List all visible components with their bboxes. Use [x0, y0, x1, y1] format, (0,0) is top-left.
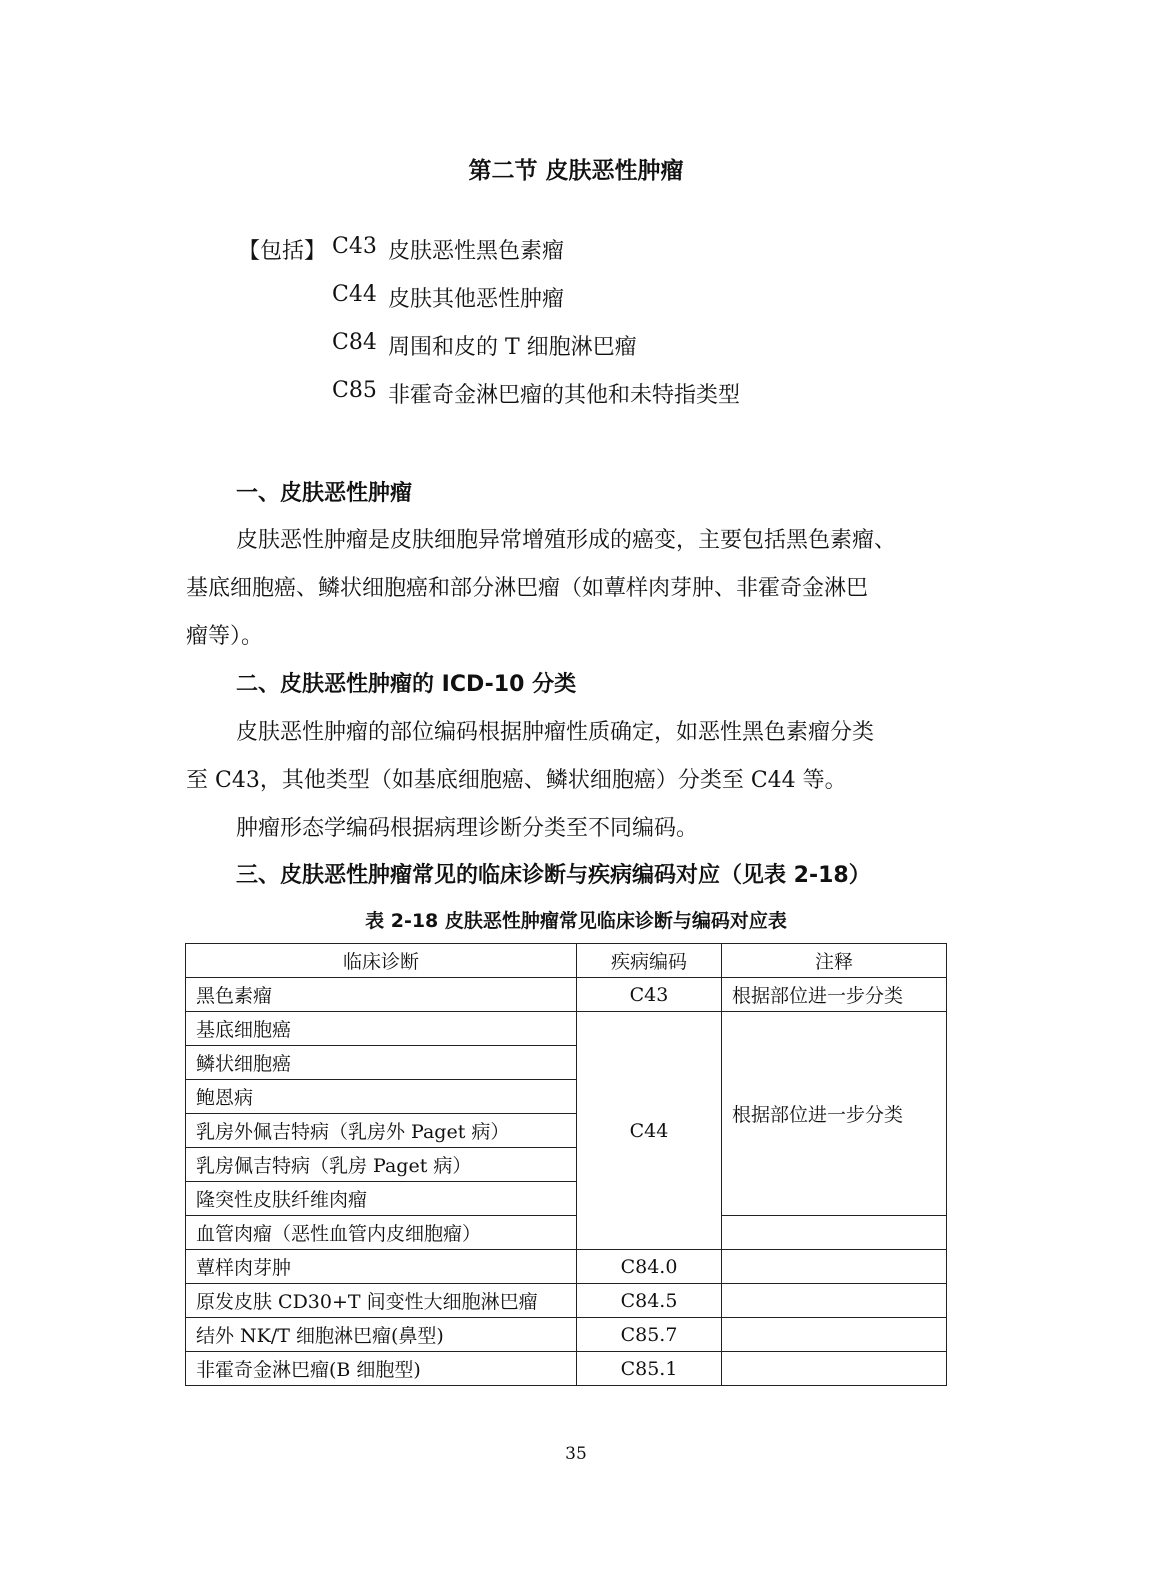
table-row — [186, 1352, 947, 1386]
section-heading: 三、皮肤恶性肿瘤常见的临床诊断与疾病编码对应（见表 2-18） — [236, 863, 871, 888]
diagnosis-cell: 鲍恩病 — [186, 1080, 577, 1114]
diagnosis-cell: 鳞状细胞癌 — [186, 1046, 577, 1080]
paragraph-line: 瘤等）。 — [186, 624, 264, 649]
diagnosis-code-table — [185, 943, 947, 1386]
section-title: 第二节 皮肤恶性肿瘤 — [468, 158, 684, 184]
include-name: 周围和皮的 T 细胞淋巴瘤 — [388, 335, 637, 360]
column-header: 注释 — [722, 944, 947, 978]
diagnosis-cell: 乳房佩吉特病（乳房 Paget 病） — [186, 1148, 577, 1182]
code-cell: C84.5 — [577, 1284, 722, 1318]
column-header: 疾病编码 — [577, 944, 722, 978]
include-name: 皮肤其他恶性肿瘤 — [388, 287, 565, 312]
diagnosis-cell: 原发皮肤 CD30+T 间变性大细胞淋巴瘤 — [186, 1284, 577, 1318]
paragraph-line: 皮肤恶性肿瘤的部位编码根据肿瘤性质确定，如恶性黑色素瘤分类 — [236, 720, 875, 745]
table-header-row — [186, 944, 947, 978]
note-cell — [722, 1250, 947, 1284]
note-cell: 根据部位进一步分类 — [722, 978, 947, 1012]
include-code: C85 — [332, 378, 377, 403]
diagnosis-cell: 隆突性皮肤纤维肉瘤 — [186, 1182, 577, 1216]
code-cell: C85.7 — [577, 1318, 722, 1352]
includes-label: 【包括】 — [238, 239, 327, 264]
note-cell — [722, 1318, 947, 1352]
page-number: 35 — [565, 1444, 587, 1464]
column-header: 临床诊断 — [186, 944, 577, 978]
code-cell: C84.0 — [577, 1250, 722, 1284]
section-heading: 二、皮肤恶性肿瘤的 ICD-10 分类 — [236, 672, 577, 697]
table-row — [186, 1318, 947, 1352]
note-cell: 根据部位进一步分类 — [722, 1012, 947, 1216]
include-name: 皮肤恶性黑色素瘤 — [388, 239, 565, 264]
include-code: C43 — [332, 234, 377, 259]
note-cell — [722, 1352, 947, 1386]
diagnosis-cell: 基底细胞癌 — [186, 1012, 577, 1046]
table-row — [186, 1284, 947, 1318]
table-row — [186, 1012, 947, 1046]
diagnosis-cell: 蕈样肉芽肿 — [186, 1250, 577, 1284]
paragraph-line: 基底细胞癌、鳞状细胞癌和部分淋巴瘤（如蕈样肉芽肿、非霍奇金淋巴 — [186, 576, 869, 601]
code-cell: C44 — [577, 1012, 722, 1250]
diagnosis-cell: 结外 NK/T 细胞淋巴瘤(鼻型) — [186, 1318, 577, 1352]
table-row — [186, 1250, 947, 1284]
table-row — [186, 1216, 947, 1250]
include-name: 非霍奇金淋巴瘤的其他和未特指类型 — [388, 383, 741, 408]
include-code: C44 — [332, 282, 377, 307]
section-heading: 一、皮肤恶性肿瘤 — [236, 481, 413, 506]
table-caption: 表 2-18 皮肤恶性肿瘤常见临床诊断与编码对应表 — [365, 910, 787, 932]
paragraph-line: 肿瘤形态学编码根据病理诊断分类至不同编码。 — [236, 816, 699, 841]
diagnosis-cell: 血管肉瘤（恶性血管内皮细胞瘤） — [186, 1216, 577, 1250]
code-cell: C85.1 — [577, 1352, 722, 1386]
diagnosis-cell: 乳房外佩吉特病（乳房外 Paget 病） — [186, 1114, 577, 1148]
table-row — [186, 978, 947, 1012]
diagnosis-cell: 非霍奇金淋巴瘤(B 细胞型) — [186, 1352, 577, 1386]
paragraph-line: 至 C43，其他类型（如基底细胞癌、鳞状细胞癌）分类至 C44 等。 — [186, 768, 847, 793]
note-cell — [722, 1284, 947, 1318]
paragraph-line: 皮肤恶性肿瘤是皮肤细胞异常增殖形成的癌变，主要包括黑色素瘤、 — [236, 528, 897, 553]
diagnosis-cell: 黑色素瘤 — [186, 978, 577, 1012]
include-code: C84 — [332, 330, 377, 355]
note-cell — [722, 1216, 947, 1250]
code-cell: C43 — [577, 978, 722, 1012]
